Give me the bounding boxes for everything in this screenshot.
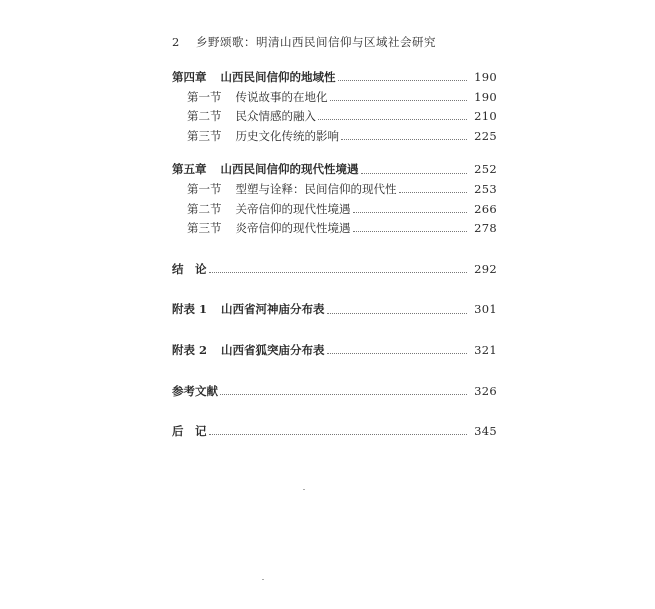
leader-dots (327, 313, 467, 314)
leader-dots (341, 139, 467, 140)
section-title: 民众情感的融入 (235, 109, 316, 124)
toc-section[interactable] (172, 89, 497, 109)
header-book-title: 乡野颂歌：明清山西民间信仰与区域社会研究 (195, 35, 436, 49)
section-title: 传说故事的在地化 (235, 89, 328, 104)
spacer (172, 362, 497, 383)
running-header (172, 34, 436, 50)
leader-dots (209, 434, 468, 435)
section-label: 第二节 (187, 109, 222, 124)
toc-section[interactable] (172, 181, 497, 201)
toc-section[interactable] (172, 128, 497, 148)
section-title: 型塑与诠释：民间信仰的现代性 (235, 181, 397, 196)
page-number: 266 (474, 201, 497, 216)
leader-dots (353, 231, 468, 232)
header-page-number: 2 (172, 35, 180, 49)
toc-chapter-4[interactable] (172, 69, 497, 89)
toc-appendix-2[interactable] (172, 342, 497, 362)
page-number: 190 (474, 89, 497, 104)
toc-section[interactable] (172, 201, 497, 221)
page-number: 292 (474, 261, 497, 276)
leader-dots (330, 100, 468, 101)
toc-afterword[interactable] (172, 423, 497, 443)
page-number: 210 (474, 109, 497, 124)
leader-dots (353, 212, 468, 213)
section-label: 第一节 (187, 181, 222, 196)
leader-dots (209, 272, 468, 273)
page-number: 321 (474, 342, 497, 357)
page-number: 301 (474, 302, 497, 317)
page-number: 345 (474, 424, 497, 439)
page-number: 278 (474, 221, 497, 236)
leader-dots (318, 119, 467, 120)
toc-chapter-5[interactable] (172, 161, 497, 181)
entry-title: 山西省河神庙分布表 (221, 302, 325, 317)
page-number: 326 (474, 383, 497, 398)
section-label: 第二节 (187, 201, 222, 216)
page-number: 252 (474, 162, 497, 177)
leader-dots (361, 173, 468, 174)
spacer (172, 147, 497, 161)
entry-title: 参考文献 (172, 383, 218, 398)
toc-references[interactable] (172, 383, 497, 403)
section-label: 第一节 (187, 89, 222, 104)
chapter-label: 第五章 (172, 162, 207, 177)
scan-speck (262, 579, 264, 580)
spacer (172, 240, 497, 261)
leader-dots (399, 192, 468, 193)
toc-section[interactable] (172, 108, 497, 128)
section-title: 关帝信仰的现代性境遇 (235, 201, 351, 216)
section-title: 历史文化传统的影响 (235, 128, 339, 143)
entry-title: 山西省狐突庙分布表 (221, 342, 325, 357)
section-label: 第三节 (187, 128, 222, 143)
scan-speck (303, 489, 305, 490)
chapter-title: 山西民间信仰的现代性境遇 (220, 162, 359, 177)
entry-title: 后 记 (172, 424, 207, 439)
entry-title: 结 论 (172, 261, 207, 276)
section-label: 第三节 (187, 221, 222, 236)
page-number: 190 (474, 70, 497, 84)
appendix-label: 附表 2 (172, 342, 208, 357)
leader-dots (220, 394, 467, 395)
spacer (172, 321, 497, 342)
spacer (172, 280, 497, 301)
spacer (172, 402, 497, 423)
page-number: 225 (474, 128, 497, 143)
page-number: 253 (474, 181, 497, 196)
appendix-label: 附表 1 (172, 302, 208, 317)
table-of-contents (172, 69, 497, 443)
toc-conclusion[interactable] (172, 261, 497, 281)
section-title: 炎帝信仰的现代性境遇 (235, 221, 351, 236)
leader-dots (327, 353, 467, 354)
chapter-title: 山西民间信仰的地域性 (220, 70, 336, 84)
toc-appendix-1[interactable] (172, 301, 497, 321)
toc-section[interactable] (172, 220, 497, 240)
chapter-label: 第四章 (172, 70, 207, 84)
leader-dots (338, 80, 468, 81)
